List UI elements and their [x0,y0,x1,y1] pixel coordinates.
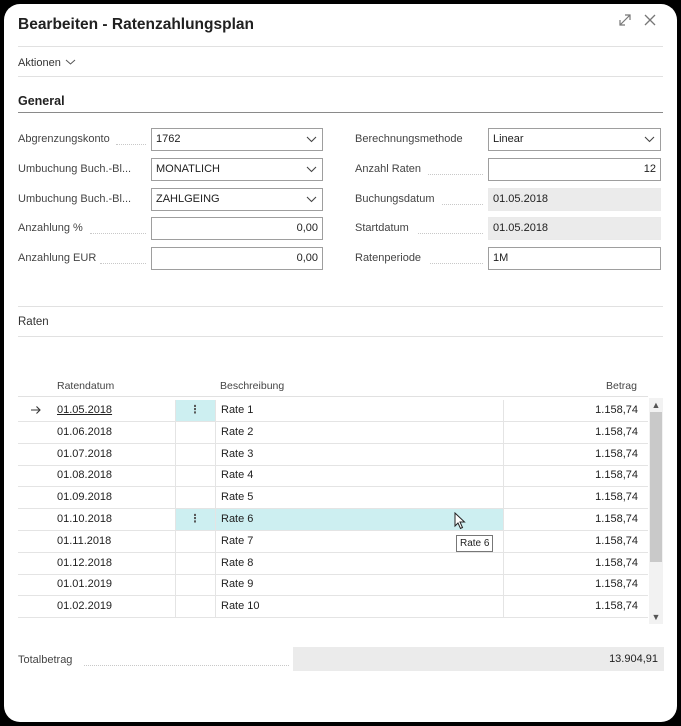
column-divider [503,596,504,618]
column-divider [503,400,504,422]
column-divider [503,574,504,596]
label-umbuchung-1: Umbuchung Buch.-Bl... [18,163,132,175]
cell-ratendatum[interactable]: 01.09.2018 [57,491,113,504]
total-value: 13.904,91 [293,647,664,671]
cell-ratendatum[interactable]: 01.05.2018 [57,404,113,416]
column-divider [215,422,216,444]
umbuchung-1-dropdown[interactable] [151,158,323,181]
label-buchungsdatum: Buchungsdatum [355,193,435,205]
chevron-down-icon [304,189,318,210]
column-divider [215,596,216,618]
section-raten-title: Raten [18,316,49,328]
cell-betrag[interactable]: 1.158,74 [595,556,638,569]
column-divider [175,465,176,487]
tooltip: Rate 6 [456,535,493,552]
row-menu-icon[interactable] [175,487,215,508]
dots [116,144,146,145]
column-divider [175,553,176,575]
table-row[interactable] [18,509,648,531]
cell-ratendatum[interactable]: 01.06.2018 [57,425,113,438]
column-divider [175,574,176,596]
cell-beschreibung[interactable]: Rate 3 [221,447,254,460]
close-icon[interactable] [640,13,660,33]
table-row[interactable] [18,465,648,487]
chevron-down-icon [65,57,76,69]
column-divider [175,444,176,466]
divider [18,336,663,337]
table-row[interactable] [18,487,648,509]
dots [100,263,146,264]
abgrenzungskonto-value: 1762 [156,133,181,145]
column-divider [215,444,216,466]
row-menu-icon[interactable] [175,553,215,574]
cell-beschreibung[interactable]: Rate 5 [221,491,254,504]
section-underline [18,112,663,113]
dots [418,233,483,234]
cell-ratendatum[interactable]: 01.02.2019 [57,600,113,613]
table-row[interactable] [18,422,648,444]
divider [18,76,663,77]
cell-beschreibung[interactable]: Rate 1 [221,404,254,416]
cell-beschreibung[interactable]: Rate 7 [221,534,254,547]
row-menu-icon[interactable]: ⋮ [189,513,201,525]
row-menu-icon[interactable] [175,422,215,443]
cell-ratendatum[interactable]: 01.12.2018 [57,556,113,569]
dots [84,665,289,666]
column-divider [175,531,176,553]
berechnungsmethode-dropdown[interactable] [488,128,661,151]
mouse-cursor-icon [454,512,466,533]
label-anzahlung-prozent: Anzahlung % [18,222,83,234]
scroll-down-icon[interactable]: ▼ [651,612,661,622]
column-divider [215,487,216,509]
divider [18,46,663,47]
table-row[interactable] [18,553,648,575]
ratenperiode-input[interactable]: 1M [488,247,661,270]
label-startdatum: Startdatum [355,222,409,234]
column-divider [175,509,176,531]
chevron-down-icon [642,129,656,150]
column-divider [175,400,176,422]
cell-beschreibung[interactable]: Rate 10 [221,600,260,613]
cell-beschreibung[interactable]: Rate 2 [221,425,254,438]
dots [90,233,146,234]
dots [442,204,483,205]
row-menu-icon[interactable]: ⋮ [175,400,215,421]
column-header-betrag[interactable]: Betrag [606,380,637,392]
row-menu-icon[interactable] [175,574,215,595]
column-divider [503,444,504,466]
column-divider [215,400,216,422]
row-indicator-arrow-icon [30,400,42,421]
expand-icon[interactable] [615,13,635,33]
cell-betrag[interactable]: 1.158,74 [595,469,638,482]
umbuchung-2-dropdown[interactable] [151,188,323,211]
row-menu-icon[interactable] [175,444,215,465]
dots [428,174,483,175]
chevron-down-icon [304,159,318,180]
cell-betrag[interactable]: 1.158,74 [595,600,638,613]
column-divider [175,596,176,618]
page-title: Bearbeiten - Ratenzahlungsplan [18,16,254,33]
column-divider [215,509,216,531]
cell-ratendatum[interactable]: 01.10.2018 [57,513,113,525]
cell-ratendatum[interactable]: 01.11.2018 [57,534,112,547]
anzahlung-prozent-input[interactable]: 0,00 [151,217,323,240]
anzahlung-eur-input[interactable]: 0,00 [151,247,323,270]
cell-beschreibung[interactable]: Rate 6 [221,513,254,525]
cell-betrag[interactable]: 1.158,74 [595,404,638,416]
row-menu-icon[interactable] [175,596,215,617]
cell-ratendatum[interactable]: 01.01.2019 [57,578,113,591]
cell-betrag[interactable]: 1.158,74 [595,534,638,547]
section-general-title: General [18,94,65,108]
cell-beschreibung[interactable]: Rate 9 [221,578,254,591]
table-row[interactable] [18,400,648,422]
umbuchung-1-value: MONATLICH [156,163,220,175]
column-divider [503,465,504,487]
cell-beschreibung[interactable]: Rate 8 [221,556,254,569]
cell-betrag[interactable]: 1.158,74 [595,513,638,525]
column-header-ratendatum[interactable]: Ratendatum [57,380,115,392]
label-anzahlung-eur: Anzahlung EUR [18,252,97,264]
column-divider [215,465,216,487]
scroll-up-icon[interactable]: ▲ [651,400,661,410]
table-row[interactable] [18,444,648,466]
column-divider [215,553,216,575]
label-abgrenzungskonto: Abgrenzungskonto [18,133,110,145]
actions-menu[interactable] [18,57,76,69]
grid-header-border [18,396,648,397]
column-divider [503,422,504,444]
total-label: Totalbetrag [18,654,73,666]
column-divider [215,531,216,553]
cell-betrag[interactable]: 1.158,74 [595,491,638,504]
umbuchung-2-value: ZAHLGEING [156,193,220,205]
column-header-beschreibung[interactable]: Beschreibung [220,380,285,392]
table-row[interactable] [18,574,648,596]
table-row[interactable] [18,531,648,553]
cell-betrag[interactable]: 1.158,74 [595,578,638,591]
dialog-window [4,4,677,722]
cell-betrag[interactable]: 1.158,74 [595,447,638,460]
row-menu-icon[interactable] [175,465,215,486]
buchungsdatum-field: 01.05.2018 [488,188,661,211]
label-anzahl-raten: Anzahl Raten [355,163,422,175]
cell-ratendatum[interactable]: 01.07.2018 [57,447,113,460]
column-divider [503,509,504,531]
label-umbuchung-2: Umbuchung Buch.-Bl... [18,193,132,205]
row-menu-icon[interactable] [175,531,215,552]
column-divider [503,487,504,509]
label-berechnungsmethode: Berechnungsmethode [355,133,463,145]
chevron-down-icon [304,129,318,150]
cell-ratendatum[interactable]: 01.08.2018 [57,469,113,482]
dots [430,263,483,264]
cell-beschreibung[interactable]: Rate 4 [221,469,254,482]
abgrenzungskonto-dropdown[interactable] [151,128,323,151]
label-ratenperiode: Ratenperiode [355,252,422,264]
anzahl-raten-input[interactable]: 12 [488,158,661,181]
divider [18,306,663,307]
berechnungsmethode-value: Linear [493,133,524,145]
column-divider [215,574,216,596]
column-divider [503,531,504,553]
grid-scrollbar[interactable] [649,398,663,624]
table-row[interactable] [18,596,648,618]
column-divider [175,487,176,509]
column-divider [503,553,504,575]
cell-betrag[interactable]: 1.158,74 [595,425,638,438]
actions-label: Aktionen [18,57,61,69]
column-divider [175,422,176,444]
startdatum-field: 01.05.2018 [488,217,661,240]
scroll-thumb[interactable] [650,412,662,562]
